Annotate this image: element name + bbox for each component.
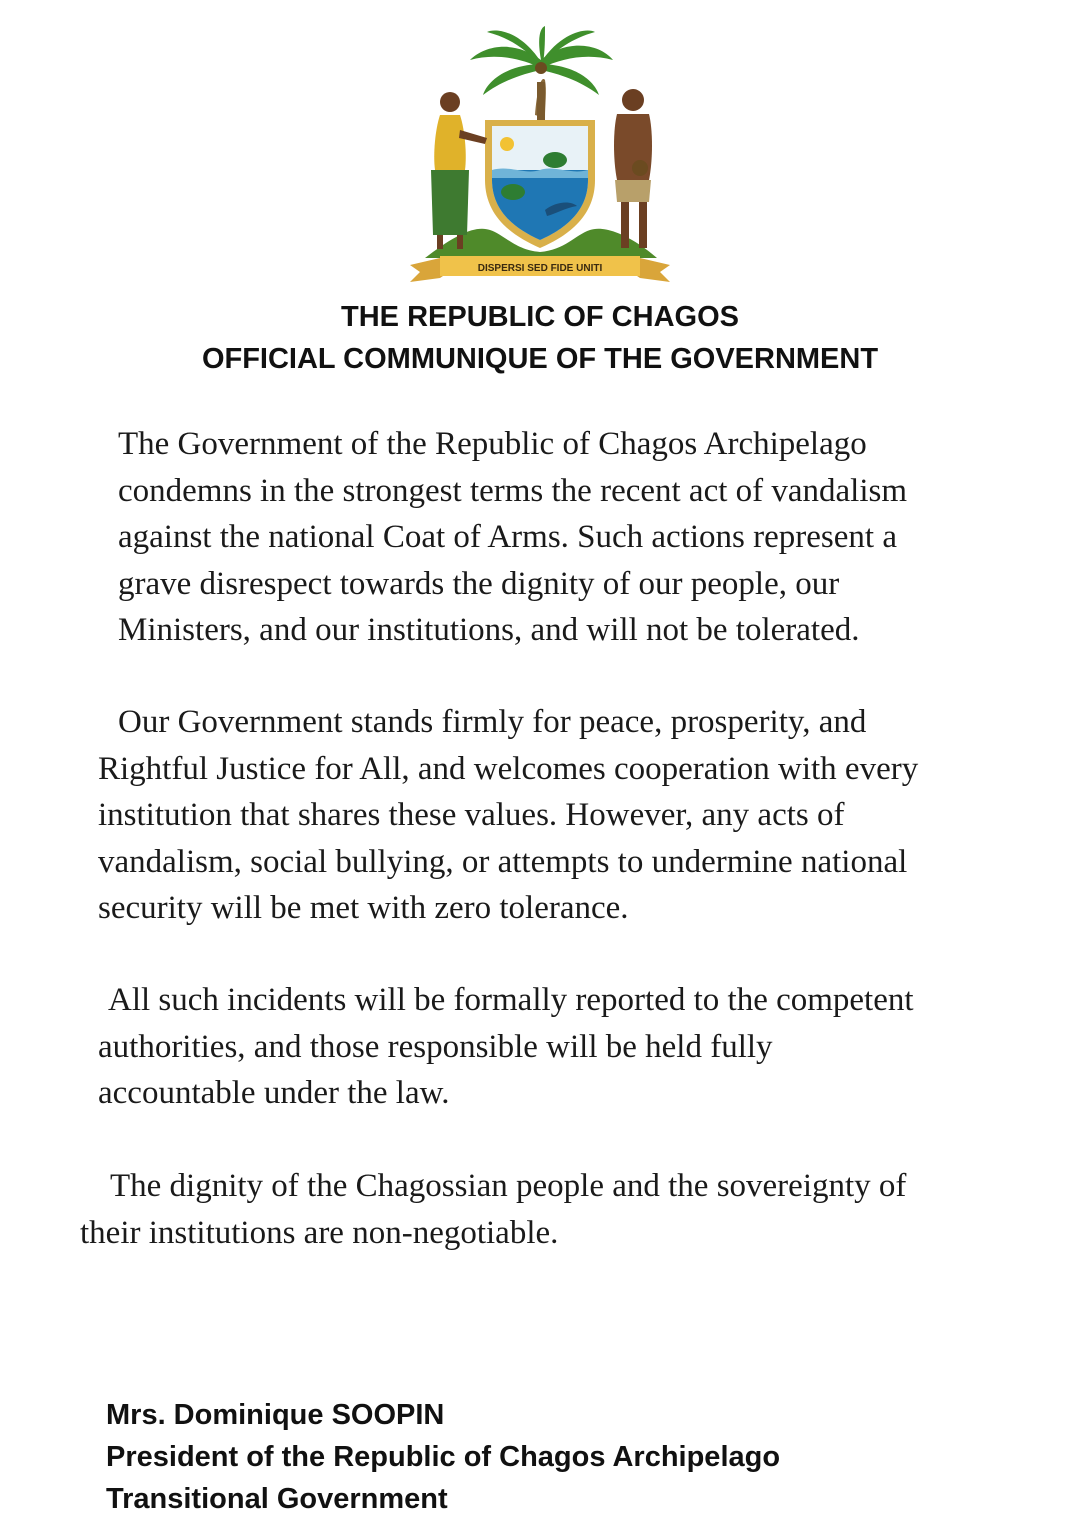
motto-text: DISPERSI SED FIDE UNITI	[477, 263, 603, 274]
signature-block	[106, 1394, 780, 1520]
text-line: grave disrespect towards the dignity of our people, our	[118, 565, 840, 602]
text-line: their institutions are non-negotiable.	[80, 1214, 559, 1251]
coat-of-arms-emblem	[395, 20, 685, 285]
communique-header	[0, 296, 1080, 380]
document-title: THE REPUBLIC OF CHAGOS	[341, 301, 739, 333]
signatory-name: Mrs. Dominique SOOPIN	[106, 1399, 445, 1431]
text-line: Rightful Justice for All, and welcomes cooperation with every	[98, 750, 919, 787]
text-line: against the national Coat of Arms. Such actions represent a	[118, 519, 897, 555]
text-line: Ministers, and our institutions, and will not be tolerated.	[118, 612, 860, 648]
text-line: vandalism, social bullying, or attempts to undermine national	[98, 843, 908, 880]
text-line: condemns in the strongest terms the recent act of vandalism	[118, 472, 908, 509]
signatory-body: Transitional Government	[106, 1483, 448, 1515]
text-line: accountable under the law.	[98, 1075, 450, 1111]
signatory-title: President of the Republic of Chagos Archipelago	[106, 1441, 781, 1473]
document-subtitle: OFFICIAL COMMUNIQUE OF THE GOVERNMENT	[201, 343, 879, 375]
paragraph-3	[98, 977, 914, 1117]
paragraph-2	[98, 699, 918, 932]
text-line: The Government of the Republic of Chagos Archipelago	[118, 426, 867, 462]
text-line: security will be met with zero tolerance.	[98, 890, 629, 926]
text-line: Our Government stands firmly for peace, prosperity, and	[118, 704, 867, 740]
paragraph-4	[80, 1163, 906, 1256]
text-line: institution that shares these values. However, any acts of	[98, 797, 845, 833]
text-line: All such incidents will be formally reported to the competent	[108, 982, 914, 1018]
text-line: The dignity of the Chagossian people and the sovereignty of	[110, 1168, 907, 1204]
paragraph-1	[118, 421, 907, 654]
text-line: authorities, and those responsible will be held fully	[98, 1028, 773, 1065]
